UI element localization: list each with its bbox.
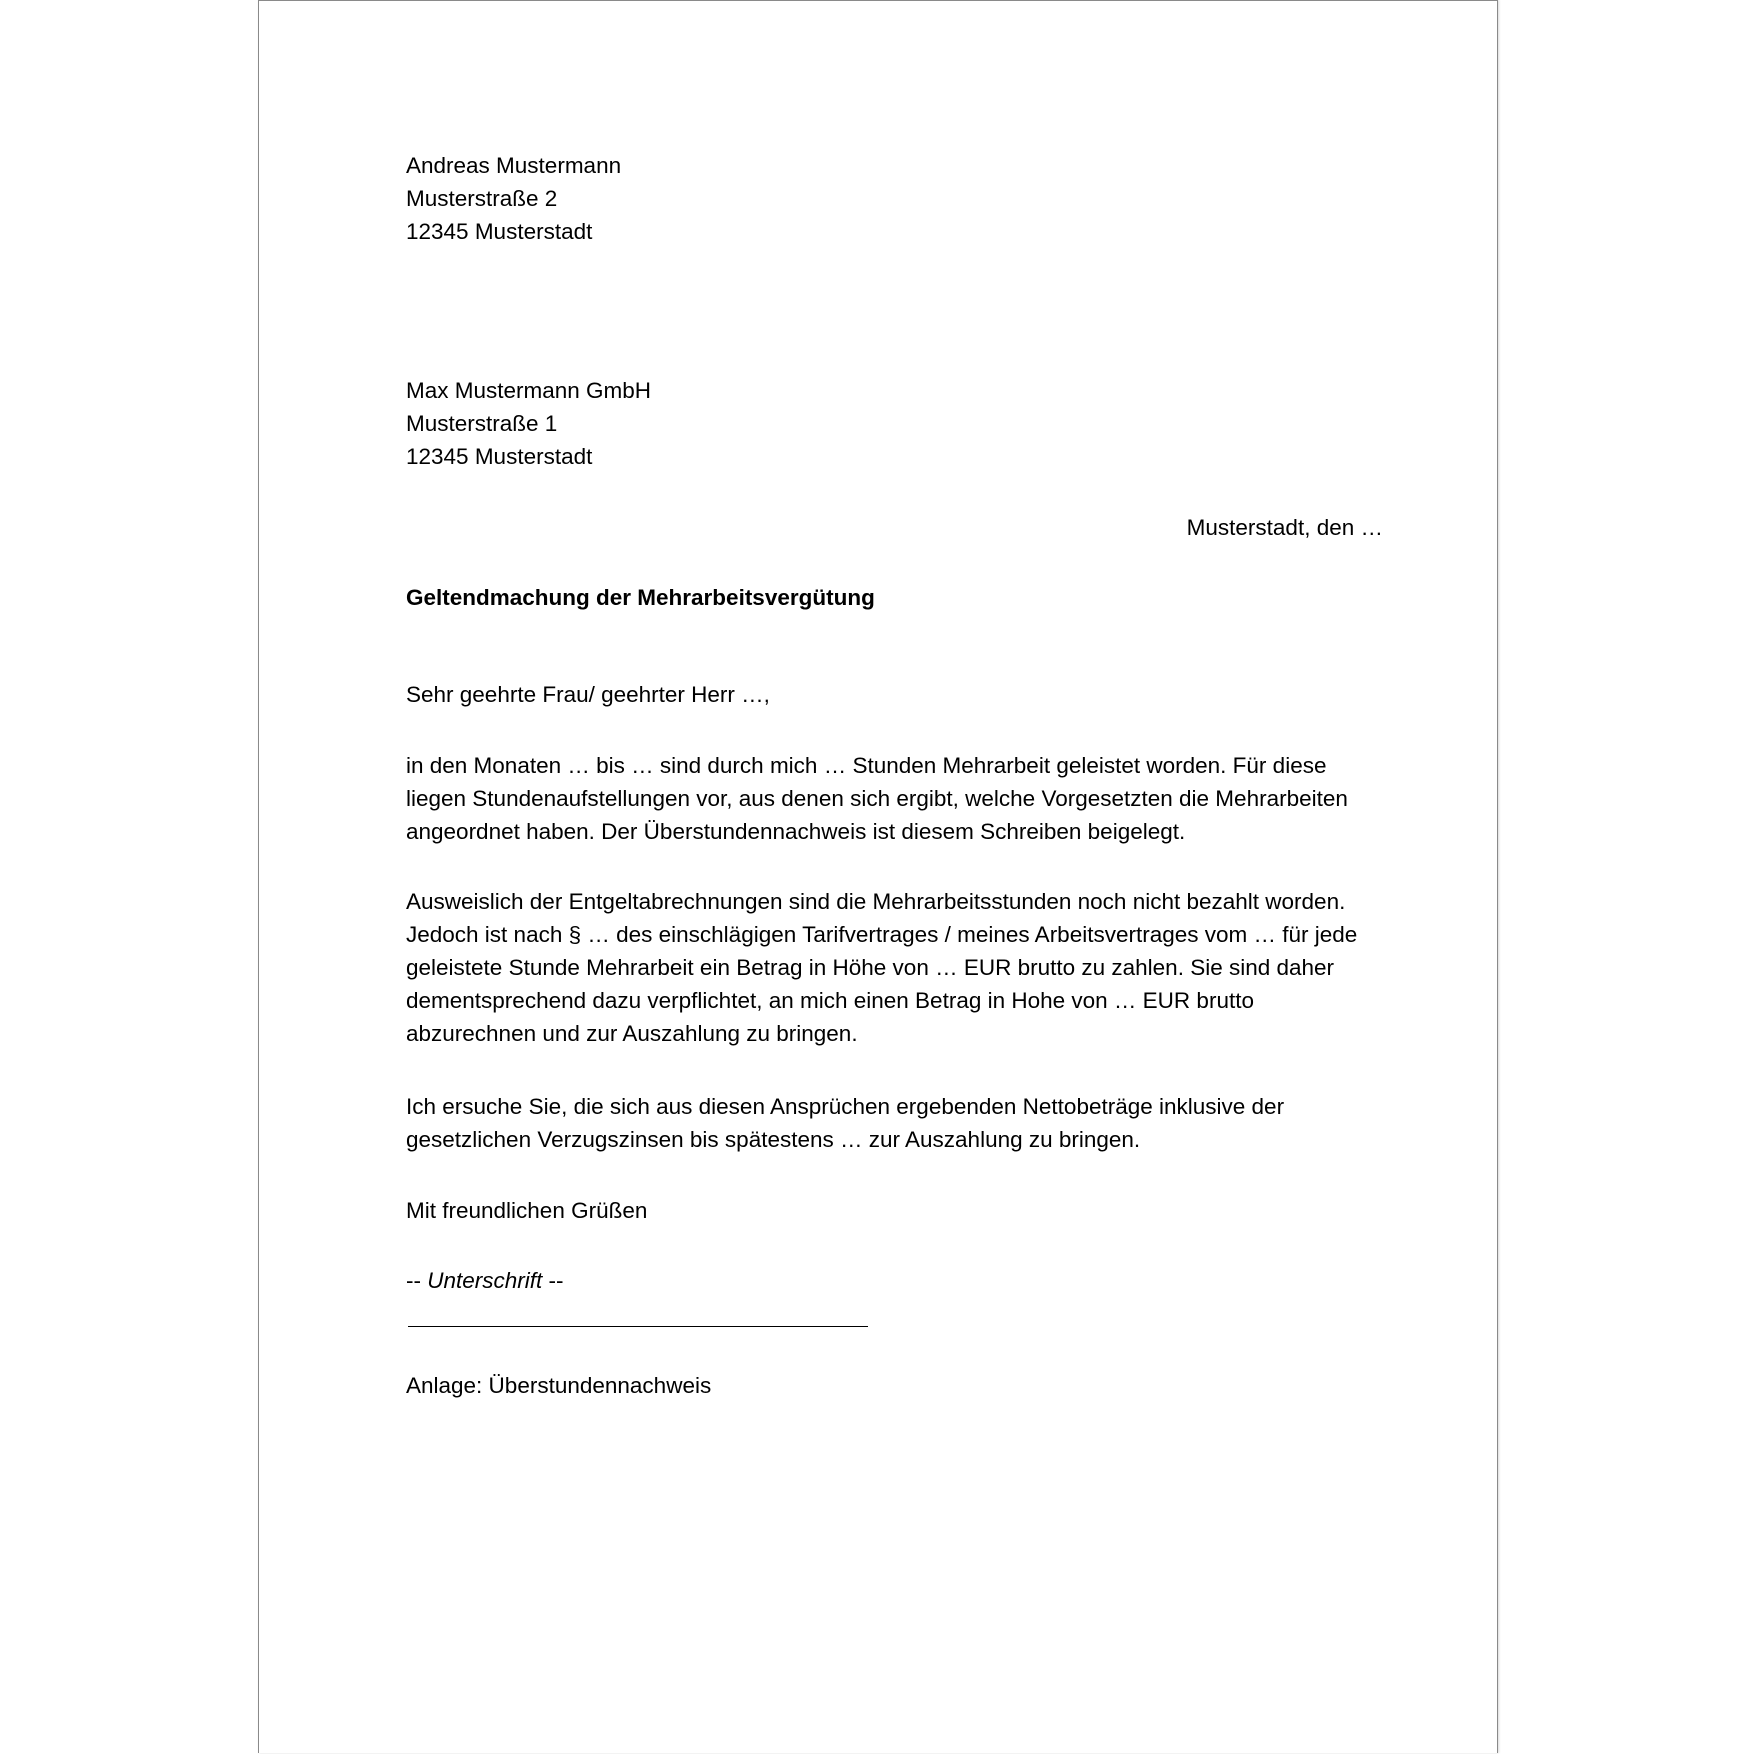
recipient-street: Musterstraße 1 bbox=[406, 411, 558, 436]
paragraph-3-line-2: gesetzlichen Verzugszinsen bis spätestens … zur Auszahlung zu bringen. bbox=[406, 1127, 1141, 1152]
signature-suffix: -- bbox=[542, 1268, 564, 1293]
salutation bbox=[406, 678, 1383, 711]
sender-name: Andreas Mustermann bbox=[406, 153, 622, 178]
paragraph-3-line-1: Ich ersuche Sie, die sich aus diesen Ansprüchen ergebenden Nettobeträge inklusive der bbox=[406, 1094, 1285, 1119]
signature-line bbox=[408, 1326, 868, 1327]
paragraph-2-line-5: abzurechnen und zur Auszahlung zu bringen. bbox=[406, 1021, 858, 1046]
signature-label: Unterschrift bbox=[427, 1268, 543, 1293]
subject-text: Geltendmachung der Mehrarbeitsvergütung bbox=[406, 585, 875, 610]
sender-city: 12345 Musterstadt bbox=[406, 219, 593, 244]
attachment-line bbox=[406, 1369, 1383, 1402]
paragraph-2 bbox=[406, 885, 1383, 1050]
closing-text: Mit freundlichen Grüßen bbox=[406, 1198, 648, 1223]
signature-placeholder bbox=[406, 1264, 1383, 1297]
paragraph-1 bbox=[406, 749, 1383, 848]
salutation-text: Sehr geehrte Frau/ geehrter Herr …, bbox=[406, 682, 770, 707]
paragraph-2-line-2: Jedoch ist nach § … des einschlägigen Tarifvertrages / meines Arbeitsvertrages vom … für jede bbox=[406, 922, 1358, 947]
recipient-company: Max Mustermann GmbH bbox=[406, 378, 652, 403]
recipient-address bbox=[406, 374, 1383, 473]
sender-address bbox=[406, 149, 1383, 248]
attachment-text: Anlage: Überstundennachweis bbox=[406, 1373, 712, 1398]
paragraph-1-line-1: in den Monaten … bis … sind durch mich … Stunden Mehrarbeit geleistet worden. Für diese bbox=[406, 753, 1327, 778]
sender-street: Musterstraße 2 bbox=[406, 186, 558, 211]
recipient-city: 12345 Musterstadt bbox=[406, 444, 593, 469]
paragraph-1-line-2: liegen Stundenaufstellungen vor, aus denen sich ergibt, welche Vorgesetzten die Mehrarbeiten bbox=[406, 786, 1348, 811]
paragraph-2-line-4: dementsprechend dazu verpflichtet, an mich einen Betrag in Hohe von … EUR brutto bbox=[406, 988, 1254, 1013]
paragraph-1-line-3: angeordnet haben. Der Überstundennachweis ist diesem Schreiben beigelegt. bbox=[406, 819, 1186, 844]
paragraph-2-line-3: geleistete Stunde Mehrarbeit ein Betrag in Höhe von … EUR brutto zu zahlen. Sie sind daher bbox=[406, 955, 1335, 980]
document-page bbox=[258, 0, 1498, 1753]
paragraph-3 bbox=[406, 1090, 1383, 1156]
signature-prefix: -- bbox=[406, 1268, 428, 1293]
date-line bbox=[406, 511, 1383, 544]
subject-line bbox=[406, 581, 1383, 614]
paragraph-2-line-1: Ausweislich der Entgeltabrechnungen sind die Mehrarbeitsstunden noch nicht bezahlt worden. bbox=[406, 889, 1346, 914]
date-text: Musterstadt, den … bbox=[1186, 515, 1383, 540]
closing bbox=[406, 1194, 1383, 1227]
